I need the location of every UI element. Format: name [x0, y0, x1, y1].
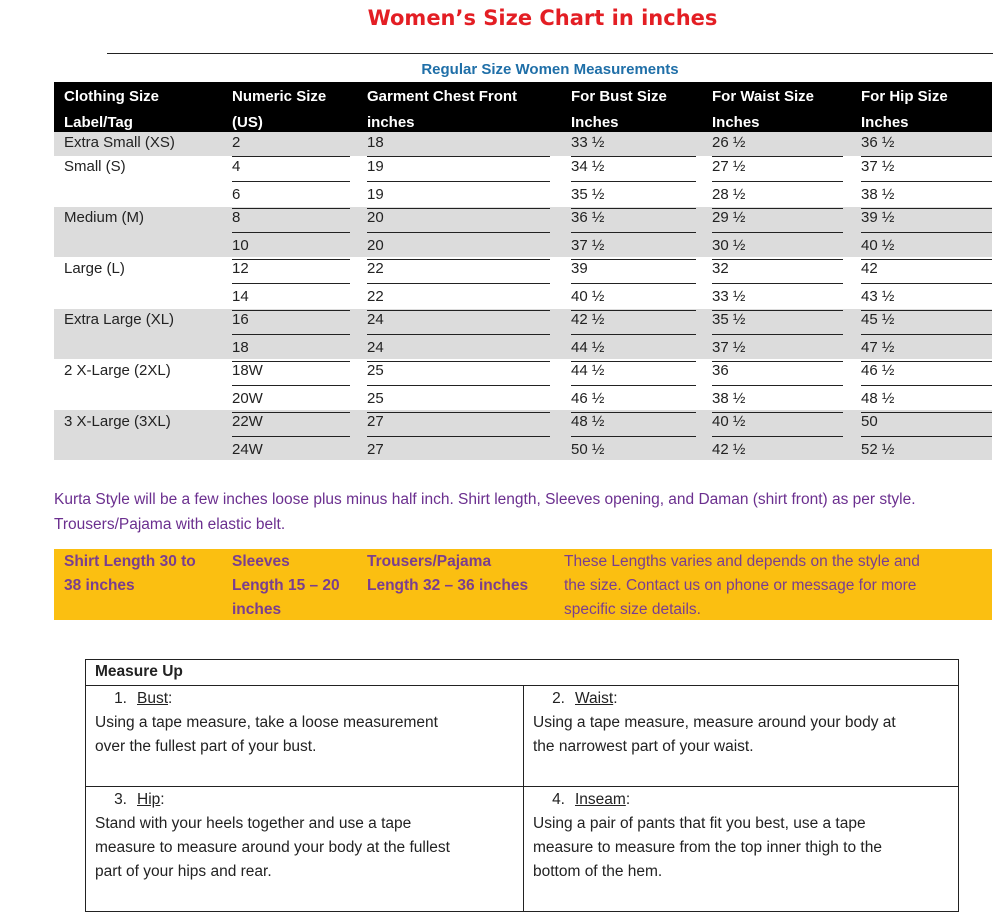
cell-waist-size: 26 ½	[712, 134, 746, 151]
row-separator	[861, 436, 992, 437]
cell-clothing-size: Large (L)	[64, 260, 125, 277]
measure-item-waist: 2. Waist: Using a tape measure, measure around your body at the narrowest part of your waist.	[533, 690, 896, 755]
cell-waist-size: 28 ½	[712, 186, 746, 203]
row-separator	[571, 436, 696, 437]
header-numeric-size: Numeric Size (US)	[232, 88, 327, 131]
row-separator	[861, 181, 992, 182]
cell-numeric-size: 14	[232, 288, 249, 305]
cell-bust-size: 33 ½	[571, 134, 605, 151]
cell-numeric-size: 18W	[232, 362, 263, 379]
cell-waist-size: 29 ½	[712, 209, 746, 226]
row-separator	[571, 283, 696, 284]
row-separator	[367, 385, 550, 386]
sleeves-length-info: Sleeves Length 15 – 20 inches	[232, 553, 340, 618]
row-separator	[712, 436, 843, 437]
row-separator	[571, 385, 696, 386]
cell-clothing-size: 2 X-Large (2XL)	[64, 362, 171, 379]
row-separator	[367, 181, 550, 182]
measure-up-box	[85, 659, 959, 912]
cell-numeric-size: 2	[232, 134, 241, 151]
cell-garment-chest: 19	[367, 186, 384, 203]
header-clothing-size: Clothing Size Label/Tag	[64, 88, 159, 131]
row-separator	[571, 259, 696, 260]
row-separator	[861, 334, 992, 335]
cell-waist-size: 27 ½	[712, 158, 746, 175]
row-separator	[232, 310, 350, 311]
measure-item-inseam: 4. Inseam: Using a pair of pants that fit you best, use a tape measure to measure from the top inner thigh to the bottom of the hem.	[533, 791, 882, 880]
cell-garment-chest: 24	[367, 339, 384, 356]
cell-bust-size: 50 ½	[571, 441, 605, 458]
row-separator	[232, 259, 350, 260]
row-separator	[367, 361, 550, 362]
cell-garment-chest: 18	[367, 134, 384, 151]
cell-hip-size: 37 ½	[861, 158, 895, 175]
row-separator	[232, 156, 350, 157]
cell-garment-chest: 25	[367, 362, 384, 379]
row-separator	[712, 181, 843, 182]
table-subtitle: Regular Size Women Measurements	[421, 61, 679, 78]
cell-clothing-size: 3 X-Large (3XL)	[64, 413, 171, 430]
cell-hip-size: 45 ½	[861, 311, 895, 328]
row-separator	[712, 156, 843, 157]
cell-hip-size: 46 ½	[861, 362, 895, 379]
cell-garment-chest: 19	[367, 158, 384, 175]
measure-item-hip: 3. Hip: Stand with your heels together and use a tape measure to measure around your body at the fullest part of your hips and rear.	[95, 791, 450, 880]
row-separator	[367, 156, 550, 157]
lengths-disclaimer: These Lengths varies and depends on the style and the size. Contact us on phone or message for more specific size details.	[564, 553, 920, 618]
cell-garment-chest: 20	[367, 237, 384, 254]
row-separator	[367, 436, 550, 437]
header-hip-size: For Hip Size Inches	[861, 88, 948, 131]
header-waist-size: For Waist Size Inches	[712, 88, 814, 131]
row-separator	[571, 232, 696, 233]
cell-hip-size: 42	[861, 260, 878, 277]
row-separator	[712, 385, 843, 386]
cell-numeric-size: 22W	[232, 413, 263, 430]
cell-garment-chest: 22	[367, 260, 384, 277]
row-separator	[861, 412, 992, 413]
cell-clothing-size: Extra Large (XL)	[64, 311, 175, 328]
cell-clothing-size: Extra Small (XS)	[64, 134, 175, 151]
cell-bust-size: 48 ½	[571, 413, 605, 430]
cell-clothing-size: Small (S)	[64, 158, 126, 175]
row-separator	[712, 259, 843, 260]
cell-waist-size: 33 ½	[712, 288, 746, 305]
row-separator	[861, 385, 992, 386]
cell-bust-size: 44 ½	[571, 362, 605, 379]
cell-hip-size: 48 ½	[861, 390, 895, 407]
cell-numeric-size: 20W	[232, 390, 263, 407]
cell-garment-chest: 24	[367, 311, 384, 328]
row-separator	[571, 156, 696, 157]
row-separator	[712, 361, 843, 362]
row-separator	[367, 283, 550, 284]
cell-waist-size: 40 ½	[712, 413, 746, 430]
page-title: Women’s Size Chart in inches	[367, 6, 718, 30]
cell-waist-size: 38 ½	[712, 390, 746, 407]
kurta-style-note: Kurta Style will be a few inches loose plus minus half inch. Shirt length, Sleeves opening, and Daman (shirt front) as per style. Trousers/Pajama with elastic belt.	[54, 491, 916, 533]
cell-bust-size: 44 ½	[571, 339, 605, 356]
row-separator	[232, 334, 350, 335]
cell-hip-size: 38 ½	[861, 186, 895, 203]
cell-hip-size: 50	[861, 413, 878, 430]
cell-waist-size: 42 ½	[712, 441, 746, 458]
cell-bust-size: 36 ½	[571, 209, 605, 226]
row-separator	[232, 385, 350, 386]
row-separator	[367, 208, 550, 209]
cell-numeric-size: 4	[232, 158, 241, 175]
row-separator	[571, 181, 696, 182]
shirt-length-info: Shirt Length 30 to 38 inches	[64, 553, 196, 594]
measure-divider-vertical	[523, 686, 524, 912]
header-garment-chest: Garment Chest Front inches	[367, 88, 518, 131]
row-band	[54, 410, 992, 460]
cell-numeric-size: 16	[232, 311, 249, 328]
trousers-length-info: Trousers/Pajama Length 32 – 36 inches	[367, 553, 529, 594]
cell-waist-size: 36	[712, 362, 729, 379]
cell-bust-size: 42 ½	[571, 311, 605, 328]
measure-item-bust: 1. Bust: Using a tape measure, take a loose measurement over the fullest part of your bust.	[95, 690, 438, 755]
lengths-banner	[54, 549, 992, 620]
cell-bust-size: 37 ½	[571, 237, 605, 254]
cell-numeric-size: 18	[232, 339, 249, 356]
row-separator	[367, 310, 550, 311]
cell-numeric-size: 10	[232, 237, 249, 254]
cell-garment-chest: 20	[367, 209, 384, 226]
cell-hip-size: 47 ½	[861, 339, 895, 356]
cell-garment-chest: 25	[367, 390, 384, 407]
cell-hip-size: 40 ½	[861, 237, 895, 254]
row-separator	[232, 208, 350, 209]
cell-waist-size: 37 ½	[712, 339, 746, 356]
cell-clothing-size: Medium (M)	[64, 209, 145, 226]
row-separator	[367, 412, 550, 413]
cell-bust-size: 46 ½	[571, 390, 605, 407]
cell-hip-size: 36 ½	[861, 134, 895, 151]
cell-numeric-size: 6	[232, 186, 241, 203]
cell-waist-size: 35 ½	[712, 311, 746, 328]
cell-numeric-size: 12	[232, 260, 249, 277]
title-divider	[107, 53, 993, 54]
measure-up-heading: Measure Up	[86, 660, 958, 686]
cell-bust-size: 34 ½	[571, 158, 605, 175]
row-separator	[232, 283, 350, 284]
measure-divider-horizontal	[86, 786, 958, 787]
row-separator	[571, 334, 696, 335]
cell-garment-chest: 27	[367, 441, 384, 458]
cell-bust-size: 39	[571, 260, 588, 277]
cell-waist-size: 30 ½	[712, 237, 746, 254]
cell-bust-size: 35 ½	[571, 186, 605, 203]
cell-waist-size: 32	[712, 260, 729, 277]
row-separator	[232, 181, 350, 182]
cell-hip-size: 52 ½	[861, 441, 895, 458]
cell-hip-size: 39 ½	[861, 209, 895, 226]
row-separator	[861, 232, 992, 233]
row-separator	[712, 283, 843, 284]
header-bust-size: For Bust Size Inches	[571, 88, 667, 131]
table-header	[54, 82, 992, 132]
cell-numeric-size: 8	[232, 209, 241, 226]
cell-numeric-size: 24W	[232, 441, 263, 458]
cell-bust-size: 40 ½	[571, 288, 605, 305]
row-separator	[712, 334, 843, 335]
row-separator	[367, 259, 550, 260]
cell-garment-chest: 27	[367, 413, 384, 430]
row-separator	[712, 232, 843, 233]
row-separator	[861, 283, 992, 284]
row-separator	[861, 259, 992, 260]
row-separator	[232, 436, 350, 437]
row-separator	[367, 334, 550, 335]
cell-hip-size: 43 ½	[861, 288, 895, 305]
row-separator	[367, 232, 550, 233]
row-band	[54, 132, 992, 156]
row-separator	[232, 232, 350, 233]
cell-garment-chest: 22	[367, 288, 384, 305]
row-separator	[861, 156, 992, 157]
